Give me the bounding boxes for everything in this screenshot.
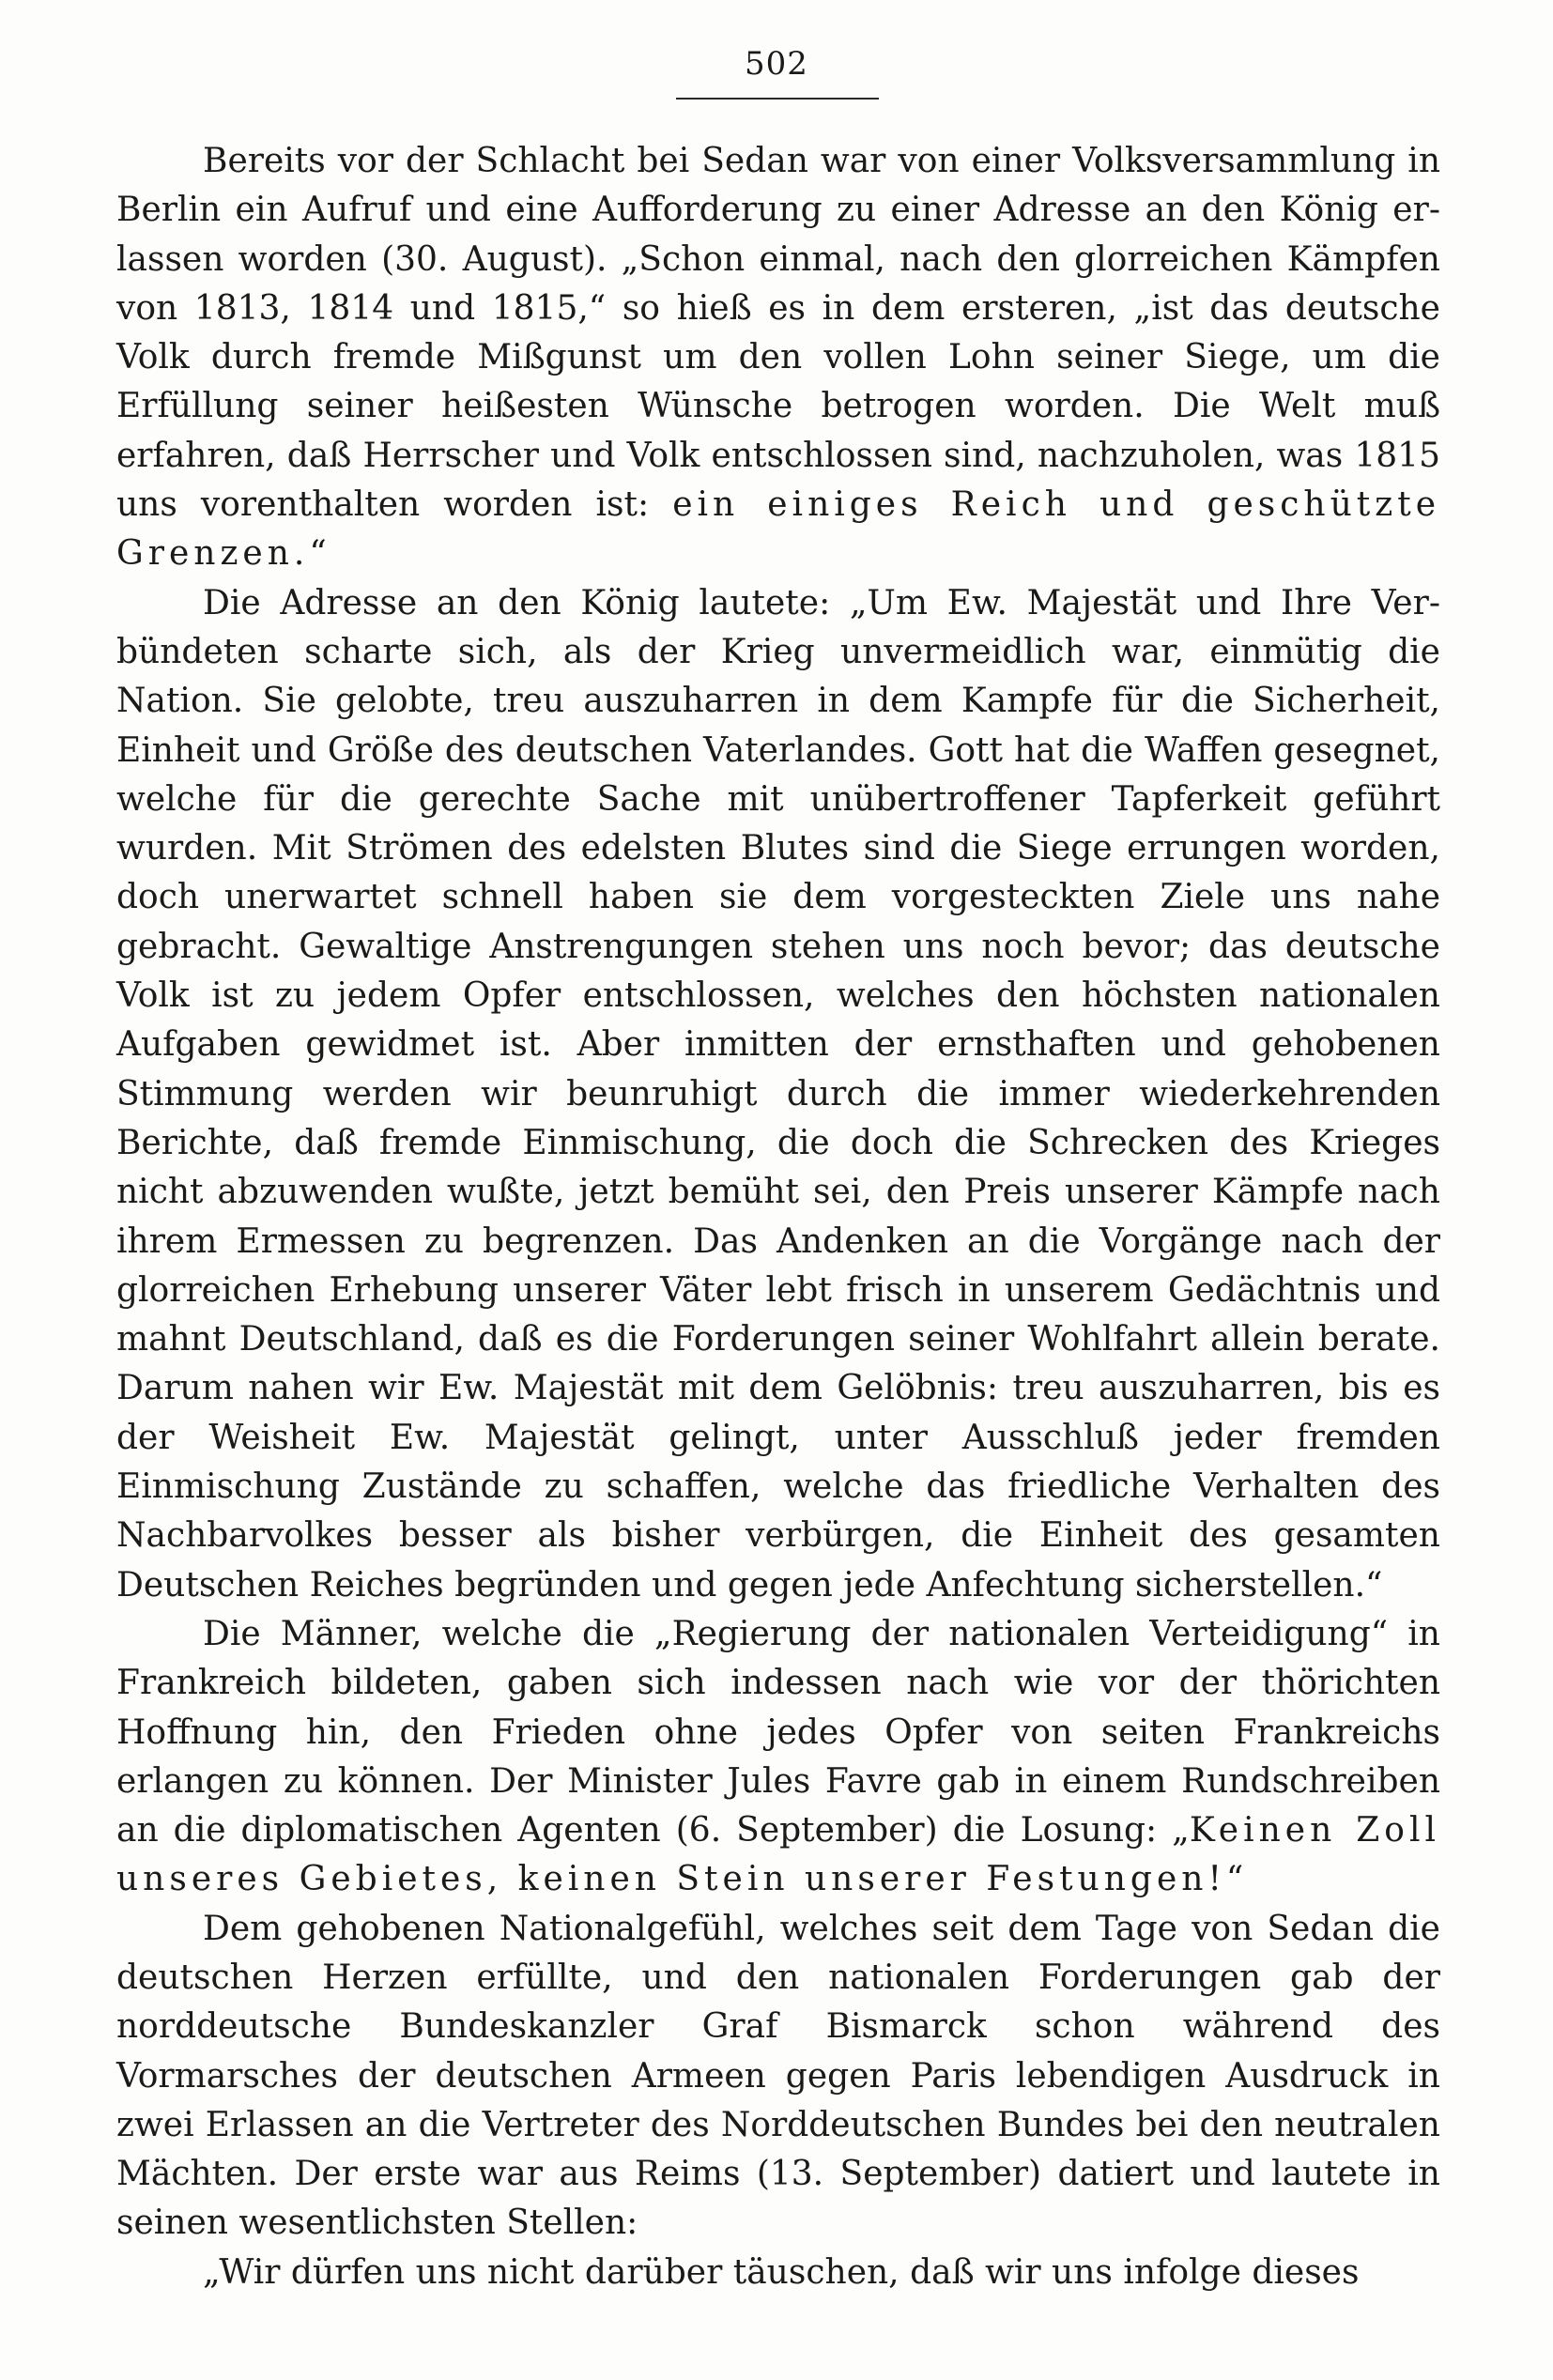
paragraph-text: Dem gehobenen Nationalgefühl, welches seit dem Tage von Sedan die deutschen Herzen erfüllte, und den nationalen Forderungen gab der norddeutsche Bundeskanzler Graf Bismarck schon während des Vormarsches der deutschen Armeen gegen Paris lebendigen Ausdruck in zwei Erlassen an die Vertreter des Norddeutschen Bundes bei den neutralen Mächten. Der erste war aus Reims (13. September) datiert und lautete in seinen wesentlichsten Stellen:: [116, 1909, 1440, 2243]
paragraph-4: [116, 1905, 1440, 2249]
paragraph-1: [116, 137, 1440, 579]
paragraph-text: Die Adresse an den König lautete: „Um Ew. Majestät und Ihre Verbündeten scharte sich, als der Krieg unvermeidlich war, einmütig die Nation. Sie gelobte, treu auszuharren in dem Kampfe für die Sicherheit, Einheit und Größe des deutschen Vaterlandes. Gott hat die Waffen gesegnet, welche für die gerechte Sache mit unübertroffener Tapferkeit geführt wurden. Mit Strömen des edelsten Blutes sind die Siege errungen worden, doch unerwartet schnell haben sie dem vorgesteckten Ziele uns nahe gebracht. Gewaltige Anstrengungen stehen uns noch bevor; das deutsche Volk ist zu jedem Opfer entschlossen, welches den höchsten nationalen Aufgaben gewidmet ist. Aber inmitten der ernsthaften und gehobenen Stimmung werden wir beunruhigt durch die immer wiederkehrenden Berichte, daß fremde Einmischung, die doch die Schrecken des Krieges nicht abzuwenden wußte, jetzt bemüht sei, den Preis unserer Kämpfe nach ihrem Ermessen zu begrenzen. Das Andenken an die Vorgänge nach der glorreichen Erhebung unserer Väter lebt frisch in unserem Gedächtnis und mahnt Deutschland, daß es die Forderungen seiner Wohlfahrt allein berate. Darum nahen wir Ew. Majestät mit dem Gelöbnis: treu auszuharren, bis es der Weisheit Ew. Majestät gelingt, unter Ausschluß jeder fremden Einmischung Zustände zu schaffen, welche das friedliche Verhalten des Nachbarvolkes besser als bisher verbürgen, die Einheit des gesamten Deutschen Reiches begründen und gegen jede Anfechtung sicherstellen.“: [116, 583, 1440, 1605]
closing-quote: “: [1225, 1860, 1244, 1899]
emphasized-text: ein einiges Reich und geschützte Grenzen.: [116, 485, 1441, 574]
paragraph-2: [116, 579, 1440, 1610]
emphasized-text: Keinen Zoll unseres Gebietes, keinen Stein unserer Festungen!: [116, 1811, 1440, 1899]
paragraph-3: [116, 1610, 1440, 1905]
header-rule: [676, 98, 879, 100]
paragraph-5: [116, 2249, 1440, 2297]
paragraph-text: Bereits vor der Schlacht bei Sedan war von einer Volksversammlung in Berlin ein Aufruf und eine Aufforderung zu einer Adresse an den König erlassen worden (30. August). „Schon einmal, nach den glorreichen Kämpfen von 1813, 1814 und 1815,“ so hieß es in dem ersteren, „ist das deutsche Volk durch fremde Mißgunst um den vollen Lohn seiner Siege, um die Erfüllung seiner heißesten Wünsche betrogen worden. Die Welt muß erfahren, daß Herrscher und Volk entschlossen sind, nachzuholen, was 1815 uns vorenthalten worden ist:: [116, 142, 1440, 525]
paragraph-text: „Wir dürfen uns nicht darüber täuschen, daß wir uns infolge dieses: [203, 2252, 1360, 2292]
body-text: [116, 137, 1440, 2297]
page-number: 502: [745, 45, 808, 83]
paragraph-text: Die Männer, welche die „Regierung der nationalen Verteidigung“ in Frankreich bildeten, gaben sich indessen nach wie vor der thörichten Hoffnung hin, den Frieden ohne jedes Opfer von seiten Frankreichs erlangen zu können. Der Minister Jules Favre gab in einem Rundschreiben an die diplomatischen Agenten (6. September) die Losung: „: [116, 1614, 1440, 1850]
closing-quote: “: [309, 534, 327, 574]
